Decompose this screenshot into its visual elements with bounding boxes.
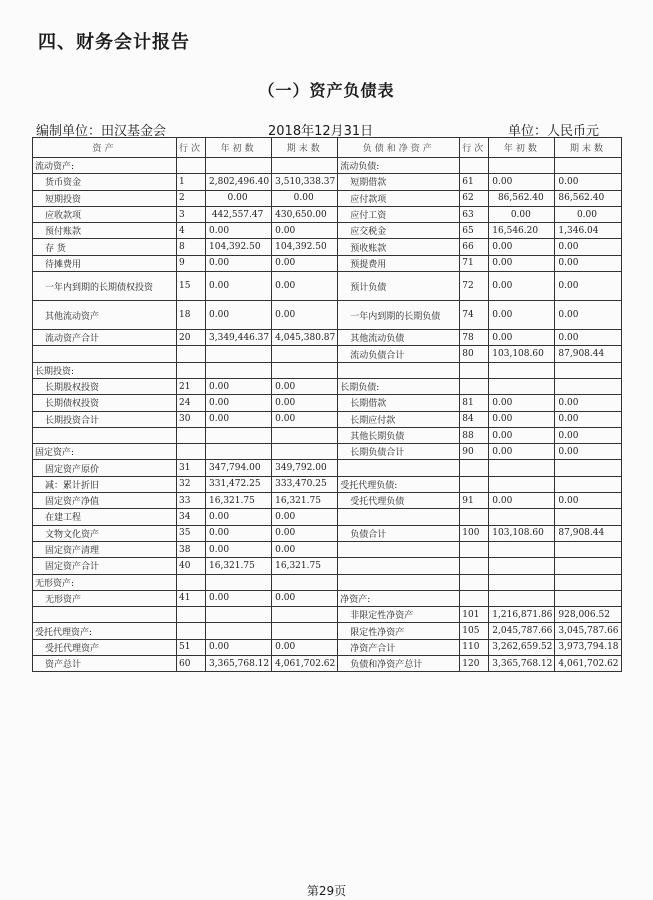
asset-beginning-cell: 16,321.75 [206,493,272,509]
liability-beginning-cell: 0.00 [489,444,555,460]
asset-line-cell [177,444,206,460]
table-row [33,476,622,492]
asset-ending-cell [272,623,338,639]
liability-ending-cell: 0.00 [555,239,621,255]
liability-ending-cell: 1,346.04 [555,223,621,239]
asset-name-cell: 其他流动资产 [33,301,177,330]
col-header-beginning: 年初数 [489,138,555,158]
asset-ending-cell: 0.00 [272,190,338,206]
liability-beginning-cell [489,509,555,525]
asset-line-cell: 9 [177,255,206,271]
table-row [33,525,622,541]
liability-name-cell: 应交税金 [338,223,460,239]
liability-name-cell: 应付款项 [338,190,460,206]
liability-ending-cell: 4,061,702.62 [555,656,621,672]
reporting-unit: 编制单位：田汉基金会 [36,124,167,139]
asset-beginning-cell: 0.00 [206,190,272,206]
liability-line-cell: 91 [460,493,489,509]
asset-beginning-cell [206,158,272,174]
asset-name-cell: 存 货 [33,239,177,255]
liability-name-cell: 流动负债: [338,158,460,174]
liability-ending-cell [555,558,621,574]
liability-line-cell: 120 [460,656,489,672]
asset-name-cell: 减：累计折旧 [33,476,177,492]
liability-name-cell [338,460,460,476]
liability-line-cell: 78 [460,330,489,346]
asset-ending-cell: 0.00 [272,411,338,427]
table-row [33,493,622,509]
liability-ending-cell: 0.00 [555,493,621,509]
asset-ending-cell [272,574,338,590]
table-row [33,574,622,590]
asset-line-cell: 32 [177,476,206,492]
asset-name-cell: 无形资产 [33,590,177,606]
asset-line-cell: 1 [177,174,206,190]
asset-line-cell [177,362,206,378]
page-number: 第29页 [306,884,347,898]
asset-name-cell [33,346,177,362]
asset-line-cell: 18 [177,301,206,330]
liability-ending-cell [555,378,621,394]
asset-name-cell: 长期投资合计 [33,411,177,427]
asset-line-cell: 30 [177,411,206,427]
asset-beginning-cell: 0.00 [206,272,272,301]
asset-line-cell: 31 [177,460,206,476]
liability-name-cell: 一年内到期的长期负债 [338,301,460,330]
col-header-liabilities-net-assets: 负债和净资产 [338,138,460,158]
liability-line-cell: 90 [460,444,489,460]
liability-name-cell: 流动负债合计 [338,346,460,362]
asset-ending-cell: 0.00 [272,590,338,606]
liability-name-cell: 长期负债: [338,378,460,394]
liability-beginning-cell: 0.00 [489,395,555,411]
asset-line-cell [177,346,206,362]
table-body [33,158,622,672]
liability-line-cell [460,378,489,394]
liability-ending-cell [555,476,621,492]
liability-name-cell [338,362,460,378]
liability-name-cell: 应付工资 [338,206,460,222]
asset-line-cell [177,607,206,623]
liability-name-cell: 长期应付款 [338,411,460,427]
col-header-assets: 资产 [33,138,177,158]
liability-name-cell: 预计负债 [338,272,460,301]
liability-ending-cell: 86,562.40 [555,190,621,206]
liability-line-cell: 110 [460,639,489,655]
asset-ending-cell: 0.00 [272,378,338,394]
asset-line-cell: 2 [177,190,206,206]
asset-name-cell: 应收款项 [33,206,177,222]
asset-beginning-cell: 3,365,768.12 [206,656,272,672]
asset-beginning-cell [206,444,272,460]
asset-beginning-cell: 347,794.00 [206,460,272,476]
table-row [33,427,622,443]
col-header-line-no: 行次 [177,138,206,158]
liability-beginning-cell: 2,045,787.66 [489,623,555,639]
asset-ending-cell: 0.00 [272,525,338,541]
liability-ending-cell: 0.00 [555,206,621,222]
liability-name-cell: 受托代理负债: [338,476,460,492]
asset-beginning-cell: 2,802,496.40 [206,174,272,190]
asset-name-cell: 货币资金 [33,174,177,190]
asset-ending-cell [272,362,338,378]
asset-name-cell: 无形资产: [33,574,177,590]
liability-beginning-cell: 3,262,659.52 [489,639,555,655]
asset-name-cell: 待摊费用 [33,255,177,271]
liability-beginning-cell: 103,108.60 [489,525,555,541]
table-row [33,541,622,557]
asset-beginning-cell: 0.00 [206,223,272,239]
asset-name-cell: 固定资产原价 [33,460,177,476]
asset-name-cell [33,607,177,623]
table-row [33,272,622,301]
asset-name-cell: 固定资产净值 [33,493,177,509]
liability-line-cell [460,362,489,378]
table-row [33,444,622,460]
liability-line-cell: 84 [460,411,489,427]
asset-name-cell: 固定资产: [33,444,177,460]
asset-name-cell: 预付账款 [33,223,177,239]
table-row [33,330,622,346]
asset-line-cell: 41 [177,590,206,606]
asset-line-cell: 35 [177,525,206,541]
table-row [33,607,622,623]
asset-ending-cell: 16,321.75 [272,558,338,574]
asset-beginning-cell [206,346,272,362]
table-row [33,190,622,206]
table-row [33,623,622,639]
liability-beginning-cell: 0.00 [489,301,555,330]
liability-ending-cell [555,362,621,378]
liability-name-cell: 负债合计 [338,525,460,541]
liability-beginning-cell: 0.00 [489,206,555,222]
asset-ending-cell: 4,061,702.62 [272,656,338,672]
asset-ending-cell: 349,792.00 [272,460,338,476]
liability-beginning-cell: 1,216,871.86 [489,607,555,623]
asset-beginning-cell: 442,557.47 [206,206,272,222]
liability-ending-cell: 0.00 [555,330,621,346]
currency-unit: 单位：人民币元 [508,124,600,139]
liability-ending-cell [555,460,621,476]
col-header-beginning: 年初数 [206,138,272,158]
liability-name-cell: 预收账款 [338,239,460,255]
asset-ending-cell: 0.00 [272,395,338,411]
liability-name-cell: 限定性净资产 [338,623,460,639]
liability-line-cell: 71 [460,255,489,271]
asset-name-cell: 流动资产: [33,158,177,174]
liability-beginning-cell [489,476,555,492]
asset-name-cell: 固定资产合计 [33,558,177,574]
asset-ending-cell [272,158,338,174]
asset-line-cell: 38 [177,541,206,557]
liability-beginning-cell: 0.00 [489,427,555,443]
liability-line-cell [460,158,489,174]
asset-name-cell: 资产总计 [33,656,177,672]
table-row [33,239,622,255]
liability-beginning-cell: 0.00 [489,330,555,346]
table-row [33,378,622,394]
asset-name-cell: 一年内到期的长期债权投资 [33,272,177,301]
asset-name-cell: 长期股权投资 [33,378,177,394]
asset-line-cell [177,427,206,443]
liability-ending-cell: 3,045,787.66 [555,623,621,639]
liability-ending-cell [555,541,621,557]
liability-ending-cell: 0.00 [555,395,621,411]
table-row [33,301,622,330]
liability-name-cell: 负债和净资产总计 [338,656,460,672]
liability-ending-cell [555,158,621,174]
table-row [33,206,622,222]
asset-beginning-cell [206,427,272,443]
asset-name-cell: 文物文化资产 [33,525,177,541]
table-row [33,411,622,427]
liability-line-cell [460,509,489,525]
asset-name-cell: 受托代理资产 [33,639,177,655]
liability-beginning-cell [489,362,555,378]
liability-name-cell [338,558,460,574]
asset-ending-cell: 104,392.50 [272,239,338,255]
asset-ending-cell: 0.00 [272,255,338,271]
asset-line-cell: 20 [177,330,206,346]
liability-name-cell: 净资产: [338,590,460,606]
report-date: 2018年12月31日 [268,124,374,139]
asset-line-cell: 3 [177,206,206,222]
table-row [33,158,622,174]
asset-ending-cell [272,427,338,443]
asset-ending-cell: 430,650.00 [272,206,338,222]
asset-beginning-cell: 0.00 [206,395,272,411]
asset-beginning-cell [206,607,272,623]
asset-line-cell: 24 [177,395,206,411]
liability-name-cell: 净资产合计 [338,639,460,655]
asset-name-cell: 流动资产合计 [33,330,177,346]
liability-ending-cell: 928,006.52 [555,607,621,623]
liability-line-cell: 80 [460,346,489,362]
asset-ending-cell: 3,510,338.37 [272,174,338,190]
liability-ending-cell: 87,908.44 [555,346,621,362]
col-header-ending: 期末数 [555,138,621,158]
liability-name-cell: 非限定性净资产 [338,607,460,623]
liability-line-cell: 61 [460,174,489,190]
liability-name-cell: 其他长期负债 [338,427,460,443]
asset-ending-cell: 4,045,380.87 [272,330,338,346]
asset-beginning-cell: 0.00 [206,525,272,541]
liability-ending-cell: 0.00 [555,255,621,271]
col-header-ending: 期末数 [272,138,338,158]
asset-name-cell: 固定资产清理 [33,541,177,557]
asset-line-cell [177,623,206,639]
asset-beginning-cell: 331,472.25 [206,476,272,492]
liability-line-cell [460,476,489,492]
table-row [33,255,622,271]
asset-ending-cell: 0.00 [272,639,338,655]
liability-beginning-cell [489,558,555,574]
asset-ending-cell: 0.00 [272,301,338,330]
asset-beginning-cell: 104,392.50 [206,239,272,255]
table-row [33,346,622,362]
asset-line-cell: 51 [177,639,206,655]
table-row [33,656,622,672]
liability-line-cell: 81 [460,395,489,411]
asset-line-cell [177,574,206,590]
liability-beginning-cell: 16,546.20 [489,223,555,239]
table-row [33,460,622,476]
liability-beginning-cell [489,158,555,174]
asset-line-cell: 8 [177,239,206,255]
asset-line-cell [177,158,206,174]
section-title: 四、财务会计报告 [38,32,190,53]
table-row [33,558,622,574]
asset-line-cell: 60 [177,656,206,672]
liability-ending-cell: 0.00 [555,174,621,190]
liability-name-cell: 受托代理负债 [338,493,460,509]
liability-name-cell: 长期负债合计 [338,444,460,460]
liability-ending-cell [555,574,621,590]
asset-ending-cell [272,444,338,460]
liability-line-cell: 74 [460,301,489,330]
liability-line-cell: 66 [460,239,489,255]
asset-line-cell: 40 [177,558,206,574]
asset-name-cell: 短期投资 [33,190,177,206]
asset-beginning-cell: 0.00 [206,509,272,525]
liability-ending-cell: 87,908.44 [555,525,621,541]
asset-name-cell [33,427,177,443]
liability-ending-cell: 3,973,794.18 [555,639,621,655]
asset-line-cell: 33 [177,493,206,509]
liability-line-cell: 101 [460,607,489,623]
asset-name-cell: 受托代理资产: [33,623,177,639]
liability-beginning-cell [489,541,555,557]
col-header-line-no: 行次 [460,138,489,158]
liability-name-cell: 长期借款 [338,395,460,411]
liability-ending-cell: 0.00 [555,301,621,330]
liability-name-cell [338,541,460,557]
liability-line-cell: 105 [460,623,489,639]
liability-line-cell [460,574,489,590]
asset-line-cell: 34 [177,509,206,525]
table-row [33,395,622,411]
liability-ending-cell: 0.00 [555,411,621,427]
liability-beginning-cell: 86,562.40 [489,190,555,206]
table-row [33,639,622,655]
liability-ending-cell: 0.00 [555,427,621,443]
liability-beginning-cell: 0.00 [489,174,555,190]
asset-beginning-cell: 0.00 [206,639,272,655]
liability-line-cell: 63 [460,206,489,222]
asset-beginning-cell: 0.00 [206,378,272,394]
liability-line-cell: 65 [460,223,489,239]
asset-beginning-cell [206,623,272,639]
table-row [33,590,622,606]
liability-beginning-cell [489,590,555,606]
asset-ending-cell: 0.00 [272,272,338,301]
asset-beginning-cell [206,362,272,378]
asset-beginning-cell: 0.00 [206,255,272,271]
asset-line-cell: 4 [177,223,206,239]
table-header-row [33,138,622,158]
liability-ending-cell: 0.00 [555,444,621,460]
asset-ending-cell: 333,470.25 [272,476,338,492]
liability-beginning-cell [489,460,555,476]
asset-ending-cell: 0.00 [272,509,338,525]
liability-line-cell [460,590,489,606]
liability-name-cell: 预提费用 [338,255,460,271]
balance-sheet-table [32,137,622,672]
liability-line-cell: 100 [460,525,489,541]
table-row [33,362,622,378]
liability-beginning-cell [489,378,555,394]
asset-line-cell: 15 [177,272,206,301]
table-row [33,223,622,239]
asset-ending-cell: 0.00 [272,541,338,557]
asset-beginning-cell: 0.00 [206,301,272,330]
liability-ending-cell [555,509,621,525]
liability-line-cell [460,558,489,574]
sheet-title: （一）资产负债表 [258,81,395,100]
asset-ending-cell: 16,321.75 [272,493,338,509]
liability-ending-cell: 0.00 [555,272,621,301]
asset-beginning-cell: 16,321.75 [206,558,272,574]
liability-name-cell: 其他流动负债 [338,330,460,346]
liability-ending-cell [555,590,621,606]
liability-beginning-cell: 103,108.60 [489,346,555,362]
liability-name-cell [338,574,460,590]
liability-beginning-cell: 0.00 [489,272,555,301]
asset-ending-cell: 0.00 [272,223,338,239]
liability-beginning-cell [489,574,555,590]
liability-beginning-cell: 0.00 [489,411,555,427]
table-row [33,509,622,525]
asset-beginning-cell: 0.00 [206,411,272,427]
liability-name-cell [338,509,460,525]
liability-beginning-cell: 3,365,768.12 [489,656,555,672]
liability-beginning-cell: 0.00 [489,239,555,255]
liability-line-cell [460,460,489,476]
liability-name-cell: 短期借款 [338,174,460,190]
liability-line-cell: 62 [460,190,489,206]
liability-beginning-cell: 0.00 [489,255,555,271]
asset-beginning-cell: 3,349,446.37 [206,330,272,346]
asset-beginning-cell: 0.00 [206,590,272,606]
table-row [33,174,622,190]
asset-line-cell: 21 [177,378,206,394]
liability-line-cell [460,541,489,557]
liability-line-cell: 88 [460,427,489,443]
liability-beginning-cell: 0.00 [489,493,555,509]
asset-name-cell: 长期债权投资 [33,395,177,411]
asset-beginning-cell [206,574,272,590]
asset-ending-cell [272,346,338,362]
asset-name-cell: 长期投资: [33,362,177,378]
asset-name-cell: 在建工程 [33,509,177,525]
liability-line-cell: 72 [460,272,489,301]
asset-ending-cell [272,607,338,623]
asset-beginning-cell: 0.00 [206,541,272,557]
